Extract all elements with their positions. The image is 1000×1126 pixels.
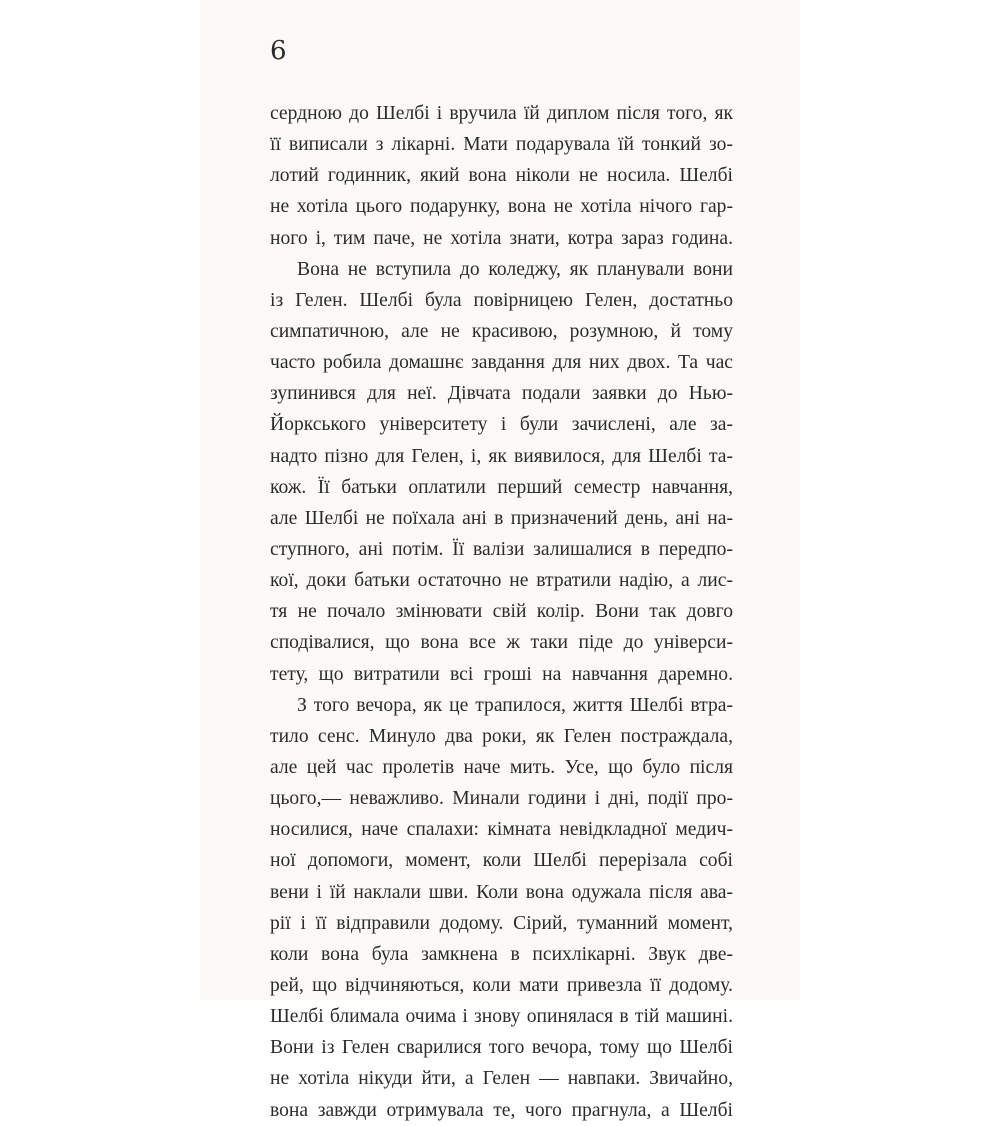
text-line: надто пізно для Гелен, і, як виявилося, для Шелбі та- xyxy=(270,445,733,467)
text-line: але Шелбі не поїхала ані в призначений день, ані на- xyxy=(270,507,733,529)
text-line: Шелбі блимала очима і знову опинялася в тій машині. xyxy=(270,1006,733,1028)
text-line: тя не почало змінювати свій колір. Вони так довго xyxy=(270,601,733,623)
text-line: не хотіла цього подарунку, вона не хотіла нічого гар- xyxy=(270,196,733,218)
text-line: носилися, наче спалахи: кімната невідкладної медич- xyxy=(270,819,733,841)
text-line: сподівалися, що вона все ж таки піде до універси- xyxy=(270,632,733,654)
text-line: із Гелен. Шелбі була повірницею Гелен, достатньо xyxy=(270,289,733,311)
text-line: ної допомоги, момент, коли Шелбі перерізала собі xyxy=(270,850,733,872)
text-line: кож. Її батьки оплатили перший семестр навчання, xyxy=(270,476,733,498)
text-line: зупинився для неї. Дівчата подали заявки до Нью- xyxy=(270,383,733,405)
text-line: часто робила домашнє завдання для них двох. Та час xyxy=(270,352,733,374)
text-line: рії і її відправили додому. Сірий, туманний момент, xyxy=(270,912,733,934)
text-line: З того вечора, як це трапилося, життя Шелбі втра- xyxy=(297,694,733,716)
text-line: вени і їй наклали шви. Коли вона одужала після ава- xyxy=(270,881,733,903)
text-line: коли вона була замкнена в психлікарні. Звук две- xyxy=(270,943,733,965)
text-line: ного і, тим паче, не хотіла знати, котра зараз година. xyxy=(270,227,733,249)
text-line: симпатичною, але не красивою, розумною, й тому xyxy=(270,320,733,342)
text-line: цього,— неважливо. Минали години і дні, події про- xyxy=(270,788,733,810)
text-line: сердною до Шелбі і вручила їй диплом після того, як xyxy=(270,103,733,124)
text-line: Вона не вступила до коледжу, як планували вони xyxy=(297,258,733,280)
text-line: кої, доки батьки остаточно не втратили надію, а лис- xyxy=(270,570,733,592)
text-line: Вони із Гелен сварилися того вечора, тому що Шелбі xyxy=(270,1037,733,1059)
text-line: її виписали з лікарні. Мати подарувала їй тонкий зо- xyxy=(270,134,733,156)
text-line: не хотіла нікуди йти, а Гелен — навпаки. Звичайно, xyxy=(270,1068,733,1090)
text-line: але цей час пролетів наче мить. Усе, що було після xyxy=(270,756,733,778)
body-text xyxy=(270,98,733,1126)
text-line: тило сенс. Минуло два роки, як Гелен постраждала, xyxy=(270,725,733,747)
text-line: лотий годинник, який вона ніколи не носила. Шелбі xyxy=(270,165,733,187)
page-number: 6 xyxy=(270,36,287,66)
text-line: тету, що витратили всі гроші на навчання даремно. xyxy=(270,663,733,685)
text-line: вона завжди отримувала те, чого прагнула, а Шелбі xyxy=(270,1099,733,1121)
text-line: ступного, ані потім. Її валізи залишалися в передпо- xyxy=(270,538,733,560)
text-line: рей, що відчиняються, коли мати привезла її додому. xyxy=(270,974,733,996)
text-line: Йоркського університету і були зачислені, але за- xyxy=(270,414,733,436)
